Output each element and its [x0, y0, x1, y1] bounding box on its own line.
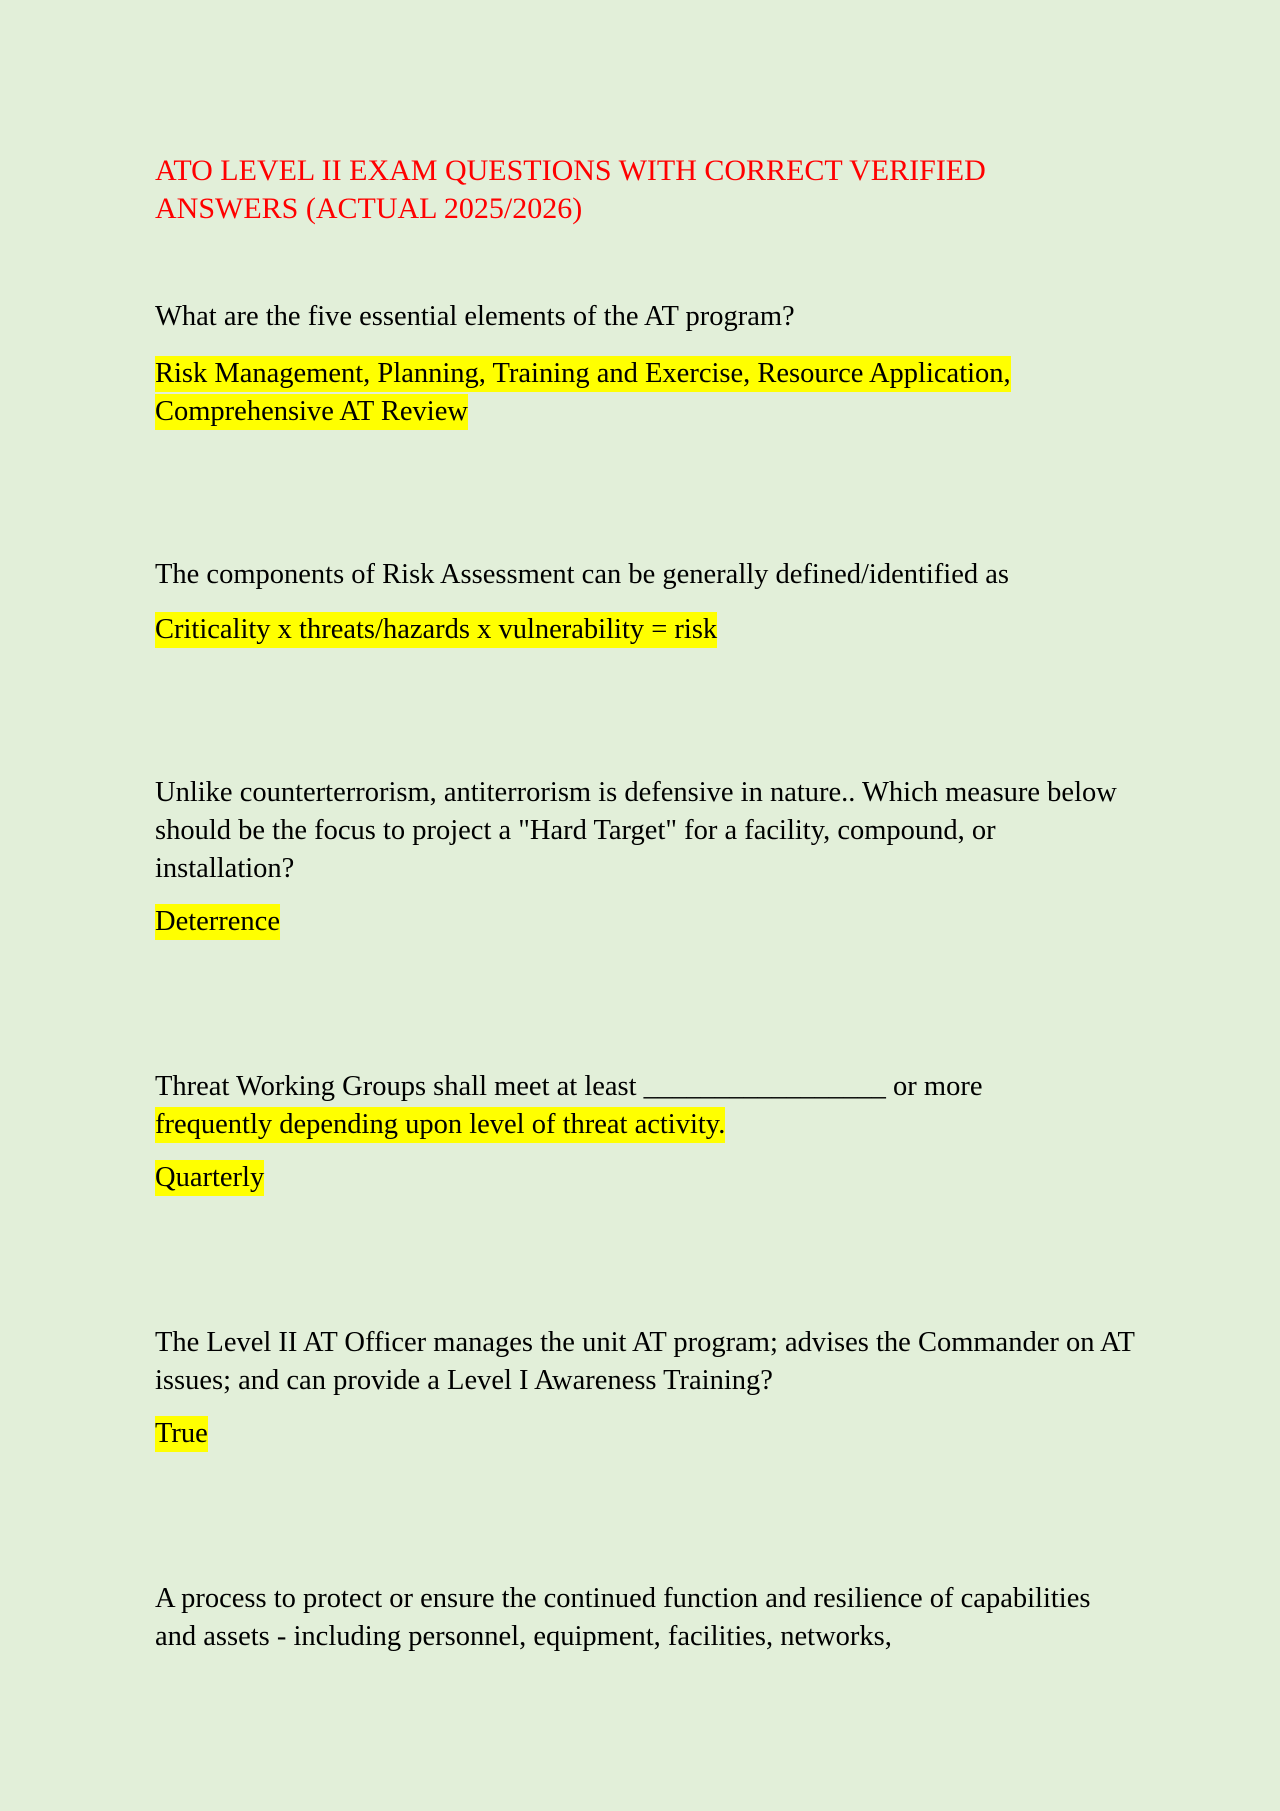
answer-4	[155, 1159, 1135, 1197]
answer-1	[155, 355, 1135, 431]
answer-5-highlight: True	[155, 1416, 208, 1452]
document-title: ATO LEVEL II EXAM QUESTIONS WITH CORRECT VERIFIED ANSWERS (ACTUAL 2025/2026)	[155, 154, 986, 225]
answer-2-highlight: Criticality x threats/hazards x vulnerability = risk	[155, 612, 717, 648]
document-page	[155, 0, 1135, 1811]
answer-5	[155, 1415, 1135, 1453]
answer-3	[155, 903, 1135, 941]
answer-2	[155, 611, 1135, 649]
answer-4-highlight: Quarterly	[155, 1160, 264, 1196]
question-1: What are the five essential elements of the AT program?	[155, 301, 795, 332]
question-5: The Level II AT Officer manages the unit AT program; advises the Commander on AT issues; and can provide a Level I Awareness Training?	[155, 1327, 1135, 1396]
answer-1-highlight: Risk Management, Planning, Training and Exercise, Resource Application, Comprehensive AT Review	[155, 356, 1011, 430]
question-4-highlight: frequently depending upon level of threat activity.	[155, 1107, 725, 1143]
question-3: Unlike counterterrorism, antiterrorism is defensive in nature.. Which measure below should be the focus to project a "Hard Target" for a facility, compound, or installation?	[155, 777, 1117, 884]
question-4-plain: Threat Working Groups shall meet at least _________________ or more	[155, 1071, 983, 1102]
question-4	[155, 1068, 1135, 1144]
answer-3-highlight: Deterrence	[155, 904, 280, 940]
question-6: A process to protect or ensure the continued function and resilience of capabilities and assets - including personnel, equipment, facilities, networks,	[155, 1583, 1091, 1652]
question-2: The components of Risk Assessment can be generally defined/identified as	[155, 559, 1009, 590]
